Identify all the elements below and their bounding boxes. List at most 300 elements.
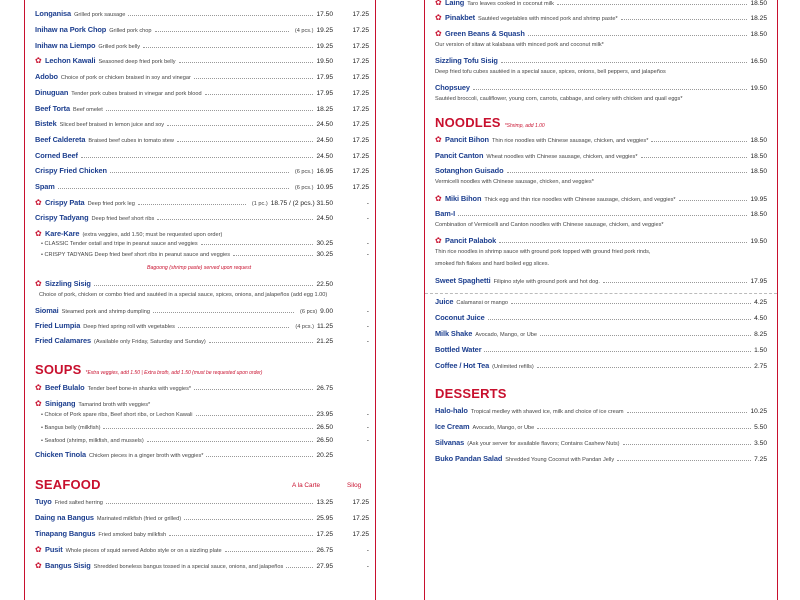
item-description: Filipino style with ground pork and hot dog.: [493, 279, 600, 285]
item-price-silog: -: [366, 240, 369, 247]
item-name: Sinigang: [45, 399, 76, 408]
dot-leader: [623, 444, 752, 445]
dot-leader: [177, 141, 314, 142]
item-price: 26.50: [316, 424, 333, 431]
item-name: Crispy Fried Chicken: [35, 166, 107, 175]
kare-kare-note: Bagoong (shrimp paste) served upon request: [147, 265, 252, 271]
item-price: 17.50: [316, 11, 333, 18]
item-price: 3.50: [754, 440, 767, 447]
menu-sub-item: [41, 251, 369, 258]
menu-item: [435, 209, 767, 218]
menu-item: [35, 513, 369, 522]
item-description: • CLASSIC Tender oxtail and tripe in peanut sauce and veggies: [41, 241, 198, 247]
menu-item: [35, 497, 369, 506]
item-name: Kare-Kare: [45, 229, 80, 238]
item-name: Ice Cream: [435, 422, 470, 431]
item-description: Thick egg and thin rice noodles with Chinese sausage, chicken, and veggies*: [484, 197, 676, 203]
item-name: Adobo: [35, 72, 58, 81]
item-price: 20.25: [316, 452, 333, 459]
item-price: 23.95: [316, 411, 333, 418]
section-title-desserts: DESSERTS: [435, 386, 507, 401]
item-price: 17.95: [316, 90, 333, 97]
item-name: Bangus Sisig: [45, 561, 91, 570]
dot-leader: [511, 303, 751, 304]
item-price: 19.50: [316, 58, 333, 65]
item-description: • Choice of Pork spare ribs, Beef short ribs, or Lechon Kawali: [41, 412, 193, 418]
menu-item: [35, 198, 369, 207]
menu-item: [435, 0, 767, 7]
dot-leader: [540, 335, 751, 336]
item-price-silog: 17.25: [352, 515, 369, 522]
item-price-silog: -: [366, 437, 369, 444]
dot-leader: [679, 200, 748, 201]
menu-item: [35, 9, 369, 18]
section-note: *Extra veggies, add 1.50 | Extra broth, add 1.50 (must be requested upon order): [85, 370, 263, 376]
item-quantity: (6 pcs): [300, 309, 318, 315]
menu-item: [35, 41, 369, 50]
item-description: Tropical medley with shaved ice, milk and choice of ice cream: [470, 409, 624, 415]
item-description: Deep fried spring roll with vegetables: [83, 324, 175, 330]
item-description: Steamed pork and shrimp dumpling: [61, 309, 150, 315]
item-price: 18.50: [750, 137, 767, 144]
item-name: Dinuguan: [35, 88, 69, 97]
item-description: Fried salted herring: [54, 500, 103, 506]
column-header-a-la-carte: A la Carte: [292, 482, 321, 489]
hibiscus-icon: ✿: [435, 0, 442, 7]
item-name: Longanisa: [35, 9, 72, 18]
dot-leader: [169, 535, 313, 536]
menu-sub-item: [41, 437, 369, 444]
item-price-silog: 17.25: [352, 137, 369, 144]
item-price: 24.50: [316, 137, 333, 144]
menu-item: [35, 151, 369, 160]
item-name: Corned Beef: [35, 151, 78, 160]
item-name: Halo-halo: [435, 406, 468, 415]
item-description: Whole pieces of squid served Adobo style or on a sizzling plate: [65, 548, 222, 554]
hibiscus-icon: ✿: [35, 399, 42, 408]
hibiscus-icon: ✿: [35, 198, 42, 207]
item-price: 2.75: [754, 363, 767, 370]
item-price: 18.50: [750, 31, 767, 38]
dot-leader: [143, 47, 313, 48]
menu-item: [35, 399, 369, 408]
menu-sub-item: [41, 240, 369, 247]
item-description: Sautéed vegetables with minced pork and shrimp paste*: [478, 16, 618, 22]
dot-leader: [557, 4, 748, 5]
dot-leader: [458, 215, 747, 216]
item-price: 24.50: [316, 215, 333, 222]
item-description: Chicken pieces in a ginger broth with veggies*: [89, 453, 204, 459]
item-price-silog: -: [366, 200, 369, 207]
item-price-silog: -: [366, 424, 369, 431]
menu-item: [35, 119, 369, 128]
menu-item: [35, 321, 369, 330]
item-price-silog: 17.25: [352, 168, 369, 175]
dot-leader: [128, 15, 313, 16]
menu-item: [435, 236, 767, 245]
item-description: Wheat noodles with Chinese sausage, chicken, and veggies*: [486, 154, 638, 160]
item-name: Beef Torta: [35, 104, 70, 113]
item-name: Siomai: [35, 306, 59, 315]
item-name: Inihaw na Pork Chop: [35, 25, 107, 34]
item-name: Pancit Bihon: [445, 135, 489, 144]
menu-sub-item: [41, 411, 369, 418]
item-price: 18.50: [750, 153, 767, 160]
section-note: *Shrimp, add 1.00: [504, 123, 545, 129]
item-description: Fried smoked baby milkfish: [98, 532, 167, 538]
menu-item: [35, 56, 369, 65]
item-description: • Bangus belly (milkfish): [41, 425, 101, 431]
menu-item: [435, 83, 767, 92]
menu-item: [35, 383, 369, 392]
menu-item: [35, 279, 369, 288]
item-name: Laing: [445, 0, 465, 7]
item-description: Deep fried beef short ribs: [91, 216, 155, 222]
item-description: Choice of pork or chicken braised in soy and vinegar: [60, 75, 191, 81]
item-price: 11.25: [316, 323, 333, 330]
item-description: (Available only Friday, Saturday and Sunday): [94, 339, 206, 345]
item-price: 24.50: [316, 121, 333, 128]
item-description: Thin rice noodles in shrimp sauce with ground pork topped with ground fried pork rinds,: [435, 249, 651, 255]
item-description: smoked fish flakes and hard boiled egg slices.: [435, 261, 550, 267]
item-price: 4.25: [754, 299, 767, 306]
item-price: 17.95: [750, 278, 767, 285]
menu-item: [35, 529, 369, 538]
hibiscus-icon: ✿: [435, 135, 442, 144]
item-description: (Unlimited refills): [492, 364, 534, 370]
menu-item: [435, 297, 767, 306]
hibiscus-icon: ✿: [35, 56, 42, 65]
item-price: 18.50: [750, 168, 767, 175]
hibiscus-icon: ✿: [35, 545, 42, 554]
item-price: 24.50: [316, 153, 333, 160]
menu-item: [35, 72, 369, 81]
menu-item: [435, 329, 767, 338]
dot-leader: [157, 219, 313, 220]
item-price: 22.50: [316, 281, 333, 288]
sisig-description: Choice of pork, chicken or combo fried and sautéed in a special sauce, spices, onions, and jalapeños (add egg 1.00): [39, 292, 328, 298]
item-name: Milk Shake: [435, 329, 473, 338]
item-description: Tender pork cubes braised in vinegar and pork blood: [71, 91, 202, 97]
menu-item: [435, 96, 767, 102]
menu-item: [435, 29, 767, 38]
dot-leader: [501, 62, 748, 63]
item-price: 21.25: [316, 338, 333, 345]
menu-item: [35, 229, 369, 238]
item-price-silog: 17.25: [352, 184, 369, 191]
item-description: Grilled pork sausage: [74, 12, 126, 18]
item-description: Deep fried pork leg: [87, 201, 135, 207]
menu-item: [435, 406, 767, 415]
item-name: Bistek: [35, 119, 57, 128]
item-name: Fried Calamares: [35, 336, 92, 345]
dot-leader: [106, 110, 314, 111]
item-name: Sotanghon Guisado: [435, 166, 504, 175]
dot-leader: [617, 460, 751, 461]
item-price: 18.50: [750, 0, 767, 7]
item-price: 8.25: [754, 331, 767, 338]
item-price: 26.50: [316, 437, 333, 444]
item-price-silog: 17.25: [352, 90, 369, 97]
item-description: (Ask your server for available flavors; Contains Cashew Nuts): [467, 441, 620, 447]
item-price: 18.25: [750, 15, 767, 22]
item-quantity: (4 pcs.): [294, 28, 314, 34]
item-description: Shredded Young Coconut with Pandan Jelly: [505, 457, 615, 463]
section-title-text: NOODLES: [435, 115, 501, 130]
item-description: • Seafood (shrimp, milkfish, and mussels): [41, 438, 144, 444]
item-name: Bottled Water: [435, 345, 482, 354]
item-price: 16.50: [750, 58, 767, 65]
item-price: 26.75: [316, 385, 333, 392]
dot-leader: [110, 172, 289, 173]
item-name: Pinakbet: [445, 13, 476, 22]
item-name: Beef Bulalo: [45, 383, 85, 392]
item-price: 17.95: [316, 74, 333, 81]
column-header-silog: Silog: [347, 482, 362, 489]
menu-item: [435, 276, 767, 285]
item-price: 18.50: [750, 211, 767, 218]
item-name: Fried Lumpia: [35, 321, 81, 330]
item-price: 27.95: [316, 563, 333, 570]
hibiscus-icon: ✿: [435, 13, 442, 22]
menu-item: [435, 361, 767, 370]
dot-leader: [225, 551, 314, 552]
item-quantity: (4 pcs.): [295, 324, 314, 330]
dot-leader: [603, 282, 748, 283]
dot-leader: [484, 351, 751, 352]
hibiscus-icon: ✿: [35, 383, 42, 392]
menu-item: [435, 345, 767, 354]
item-price: 19.50: [750, 85, 767, 92]
page-gap: [376, 0, 424, 600]
item-price: 10.25: [750, 408, 767, 415]
menu-item: [35, 450, 369, 459]
item-price: 17.25: [316, 531, 333, 538]
menu-item: [35, 561, 369, 570]
item-quantity: (1 pc.): [251, 201, 268, 207]
item-description: Combination of Vermicelli and Canton noodles with Chinese sausage, chicken, and veggies*: [435, 222, 664, 228]
menu-item: [435, 194, 767, 203]
menu-item: [35, 545, 369, 554]
item-name: Coconut Juice: [435, 313, 485, 322]
item-price-silog: 17.25: [352, 27, 369, 34]
item-name: Bam-I: [435, 209, 456, 218]
item-price-silog: 17.25: [352, 531, 369, 538]
item-price-silog: 17.25: [352, 153, 369, 160]
item-name: Coffee / Hot Tea: [435, 361, 490, 370]
item-name: Crispy Pata: [45, 198, 85, 207]
menu-page-left: [24, 0, 376, 600]
hibiscus-icon: ✿: [35, 561, 42, 570]
item-price-silog: -: [366, 308, 369, 315]
item-price: 7.25: [754, 456, 767, 463]
item-name: Tuyo: [35, 497, 52, 506]
item-name: Juice: [435, 297, 454, 306]
item-name: Pusit: [45, 545, 63, 554]
item-price-silog: -: [366, 323, 369, 330]
dot-leader: [103, 428, 313, 429]
dot-leader: [184, 519, 313, 520]
item-name: Spam: [35, 182, 55, 191]
dot-leader: [94, 285, 314, 286]
menu-sub-item: [41, 424, 369, 431]
section-title-noodles: [435, 115, 545, 130]
item-price-silog: 17.25: [352, 121, 369, 128]
dot-leader: [147, 441, 314, 442]
item-price: 9.00: [320, 308, 333, 315]
menu-item: [435, 151, 767, 160]
item-name: Green Beans & Squash: [445, 29, 525, 38]
item-description: Avocado, Mango, or Ube: [475, 332, 537, 338]
item-description: Vermicelli noodles with Chinese sausage, chicken, and veggies*: [435, 179, 594, 185]
item-price: 19.50: [750, 238, 767, 245]
dot-leader: [627, 412, 748, 413]
dot-leader: [286, 567, 313, 568]
menu-item: [435, 249, 767, 255]
item-name: Tinapang Bangus: [35, 529, 96, 538]
menu-item: [435, 56, 767, 65]
page-fold: [425, 293, 777, 294]
item-name: Chicken Tinola: [35, 450, 87, 459]
item-description: Braised beef cubes in tomato stew: [88, 138, 174, 144]
item-price: 18.75 / (2 pcs.) 31.50: [270, 200, 333, 207]
item-price: 13.25: [316, 499, 333, 506]
item-description: Our version of sitaw at kalabasa with minced pork and coconut milk*: [435, 42, 604, 48]
item-description: Shredded boneless bangus tossed in a special sauce, onions, and jalapeños: [93, 564, 284, 570]
item-name: Lechon Kawali: [45, 56, 96, 65]
menu-item: [35, 25, 369, 34]
dot-leader: [194, 389, 313, 390]
item-description: Avocado, Mango, or Ube: [472, 425, 535, 431]
item-description: (extra veggies, add 1.50; must be requested upon order): [82, 232, 223, 238]
menu-item: [35, 213, 369, 222]
item-price-silog: -: [366, 215, 369, 222]
item-price-silog: -: [366, 251, 369, 258]
item-name: Sizzling Tofu Sisig: [435, 56, 498, 65]
item-quantity: (6 pcs.): [294, 169, 314, 175]
item-name: Pancit Canton: [435, 151, 484, 160]
menu-item: [35, 182, 369, 191]
menu-item: [435, 222, 767, 228]
item-price-silog: 17.25: [352, 74, 369, 81]
menu-item: [435, 438, 767, 447]
item-price-silog: -: [366, 547, 369, 554]
hibiscus-icon: ✿: [35, 279, 42, 288]
item-name: Miki Bihon: [445, 194, 482, 203]
item-price-silog: -: [366, 338, 369, 345]
item-description: Sautéed broccoli, cauliflower, young corn, carrots, cabbage, and celery with chicken and quail eggs*: [435, 96, 683, 102]
item-name: Sizzling Sisig: [45, 279, 91, 288]
item-price: 25.95: [316, 515, 333, 522]
menu-item: [35, 166, 369, 175]
item-price: 30.25: [316, 251, 333, 258]
item-price: 16.95: [316, 168, 333, 175]
item-name: Beef Caldereta: [35, 135, 86, 144]
dot-leader: [155, 31, 289, 32]
item-description: Marinated milkfish (fried or grilled): [96, 516, 182, 522]
menu-item: [435, 166, 767, 175]
item-price-silog: 17.25: [352, 58, 369, 65]
item-description: Thin rice noodles with Chinese sausage, chicken, and veggies*: [491, 138, 649, 144]
item-name: Daing na Bangus: [35, 513, 94, 522]
item-description: Tender beef bone-in shanks with veggies*: [87, 386, 192, 392]
dot-leader: [537, 367, 751, 368]
item-description: Beef omelet: [73, 107, 103, 113]
item-name: Silvanas: [435, 438, 465, 447]
item-price-silog: 17.25: [352, 106, 369, 113]
item-price: 5.50: [754, 424, 767, 431]
item-price-silog: 17.25: [352, 11, 369, 18]
menu-item: [435, 13, 767, 22]
item-price: 1.50: [754, 347, 767, 354]
menu-item: [435, 454, 767, 463]
menu-page-right: [424, 0, 778, 600]
section-title-soups: [35, 362, 262, 377]
item-price-silog: -: [366, 411, 369, 418]
dot-leader: [651, 141, 747, 142]
dot-leader: [178, 327, 289, 328]
item-price-silog: 17.25: [352, 43, 369, 50]
dot-leader: [473, 89, 748, 90]
dot-leader: [205, 94, 314, 95]
item-price: 19.95: [750, 196, 767, 203]
item-price: 26.75: [316, 547, 333, 554]
menu-item: [35, 135, 369, 144]
dot-leader: [209, 342, 314, 343]
menu-item: [435, 313, 767, 322]
dot-leader: [621, 19, 748, 20]
item-description: Calamansi or mango: [456, 300, 509, 306]
item-description: Grilled pork chop: [109, 28, 152, 34]
hibiscus-icon: ✿: [435, 194, 442, 203]
dot-leader: [138, 204, 246, 205]
menu-item: [435, 422, 767, 431]
menu-item: [35, 306, 369, 315]
item-price: 19.25: [316, 27, 333, 34]
item-description: Deep fried tofu cubes sautéed in a special sauce, spices, onions, bell peppers, and jalapeños: [435, 69, 666, 75]
menu-item: [435, 179, 767, 185]
dot-leader: [641, 157, 748, 158]
dot-leader: [528, 35, 748, 36]
dot-leader: [233, 255, 313, 256]
hibiscus-icon: ✿: [435, 236, 442, 245]
hibiscus-icon: ✿: [435, 29, 442, 38]
dot-leader: [153, 312, 294, 313]
item-description: Seasoned deep fried pork belly: [98, 59, 176, 65]
dot-leader: [196, 415, 314, 416]
item-price: 19.25: [316, 43, 333, 50]
dot-leader: [201, 244, 314, 245]
item-price-silog: 17.25: [352, 499, 369, 506]
item-price: 30.25: [316, 240, 333, 247]
item-name: Inihaw na Liempo: [35, 41, 96, 50]
item-description: Tamarind broth with veggies*: [78, 402, 151, 408]
menu-item: [435, 42, 767, 48]
dot-leader: [537, 428, 751, 429]
item-description: • CRISPY TADYANG Deep fried beef short ribs in peanut sauce and veggies: [41, 252, 231, 258]
dot-leader: [194, 78, 314, 79]
menu-item: [35, 104, 369, 113]
dot-leader: [507, 172, 748, 173]
item-name: Sweet Spaghetti: [435, 276, 491, 285]
section-title-seafood: SEAFOOD: [35, 477, 101, 492]
item-name: Pancit Palabok: [445, 236, 497, 245]
item-description: Sliced beef braised in lemon juice and soy: [59, 122, 165, 128]
item-description: Grilled pork belly: [98, 44, 141, 50]
dot-leader: [488, 319, 752, 320]
menu-item: [435, 261, 767, 267]
dot-leader: [499, 242, 747, 243]
